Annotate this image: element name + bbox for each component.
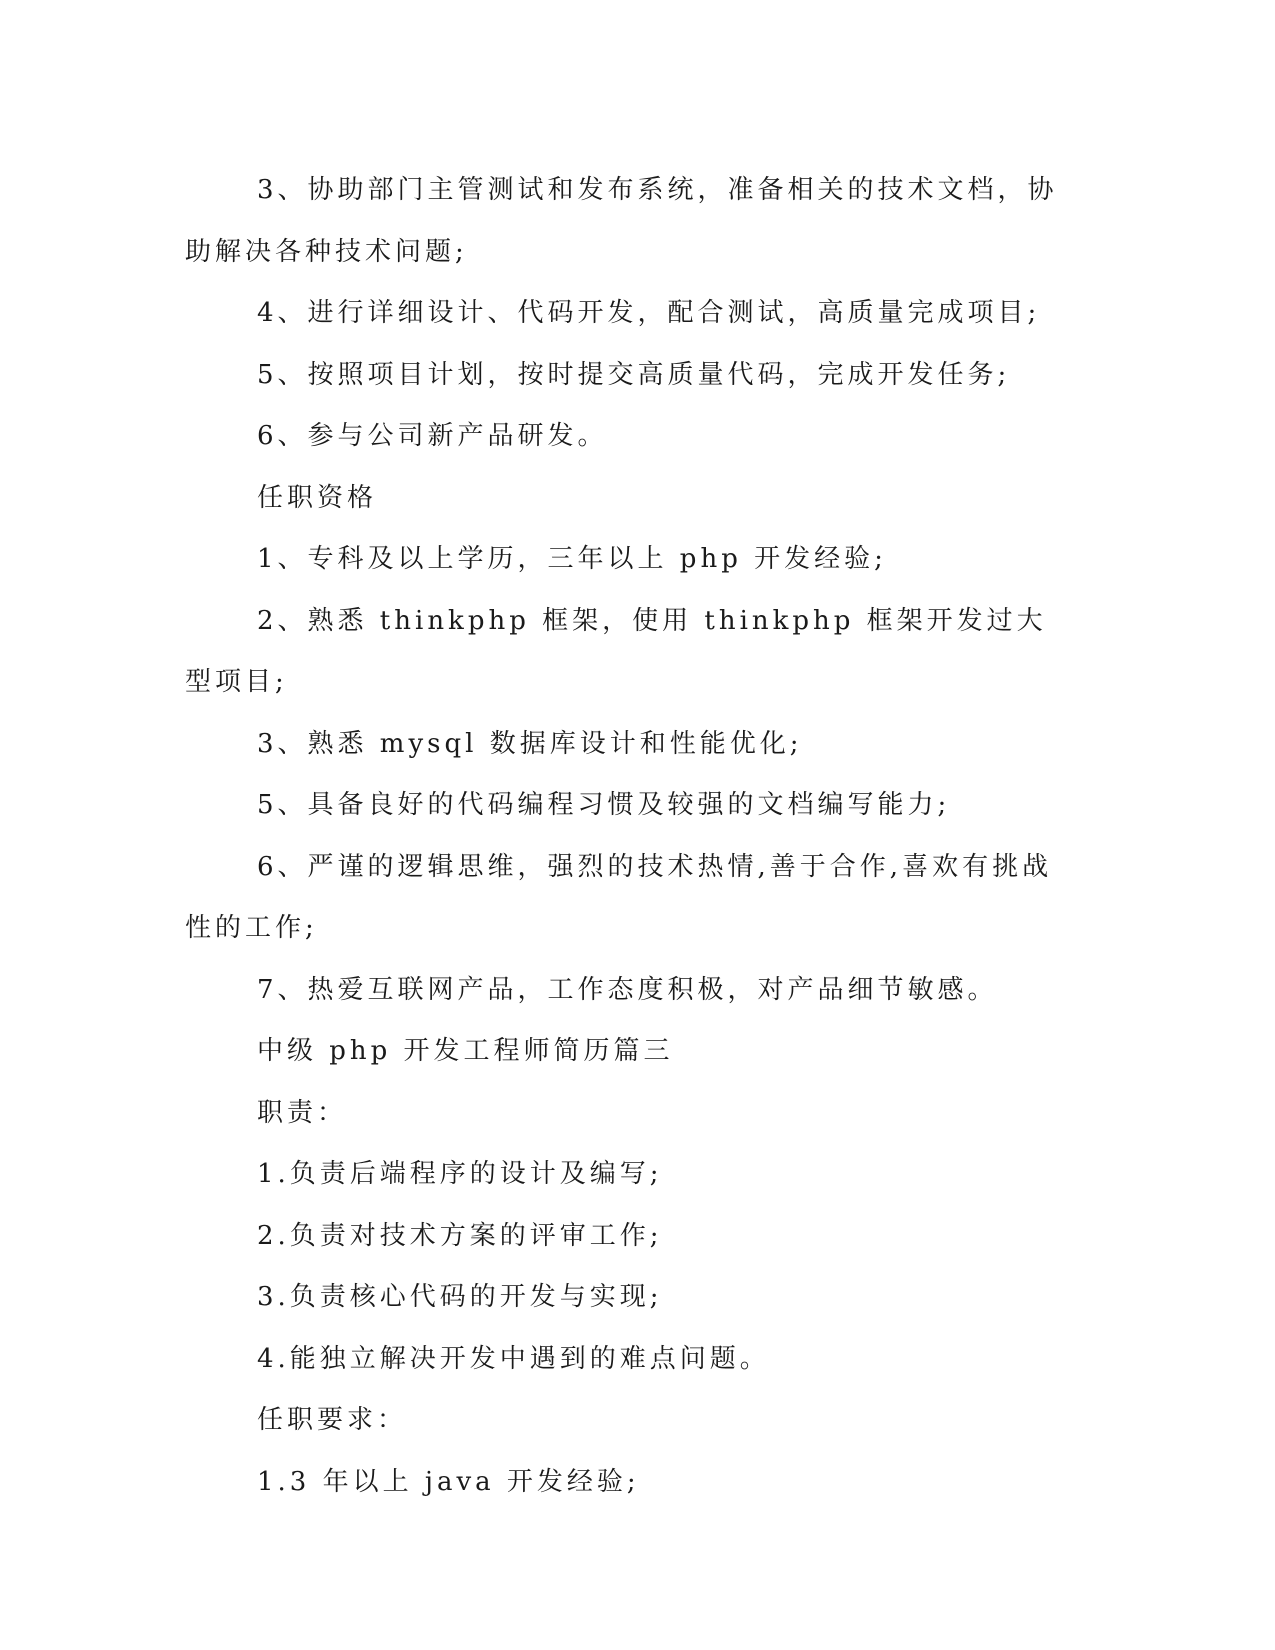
- paragraph-qualification-1: 1、专科及以上学历，三年以上 php 开发经验;: [257, 544, 887, 574]
- section-heading-resume-3: 中级 php 开发工程师简历篇三: [257, 1036, 674, 1066]
- paragraph-duty-5: 5、按照项目计划，按时提交高质量代码，完成开发任务;: [257, 359, 1011, 390]
- paragraph-duty-4: 4、进行详细设计、代码开发，配合测试，高质量完成项目;: [257, 298, 1041, 328]
- paragraph-duty-item-4: 4.能独立解决开发中遇到的难点问题。: [257, 1343, 770, 1374]
- paragraph-duty-item-2: 2.负责对技术方案的评审工作;: [257, 1220, 663, 1251]
- paragraph-duty-item-3: 3.负责核心代码的开发与实现;: [257, 1282, 663, 1312]
- document-body: [185, 160, 1070, 1513]
- paragraph-qualification-3: 3、熟悉 mysql 数据库设计和性能优化;: [257, 728, 803, 759]
- paragraph-qualification-6: 6、严谨的逻辑思维，强烈的技术热情,善于合作,喜欢有挑战性的工作;: [185, 851, 1053, 943]
- section-heading-duties: 职责：: [257, 1097, 348, 1128]
- paragraph-duty-6: 6、参与公司新产品研发。: [257, 421, 608, 451]
- paragraph-qualification-2: 2、熟悉 thinkphp 框架，使用 thinkphp 框架开发过大型项目;: [185, 605, 1047, 697]
- paragraph-qualification-7: 7、热爱互联网产品，工作态度积极，对产品细节敏感。: [257, 974, 998, 1005]
- section-heading-qualifications: 任职资格: [257, 482, 378, 513]
- paragraph-qualification-5: 5、具备良好的代码编程习惯及较强的文档编写能力;: [257, 790, 951, 820]
- section-heading-requirements: 任职要求：: [257, 1405, 408, 1435]
- paragraph-duty-item-1: 1.负责后端程序的设计及编写;: [257, 1159, 663, 1189]
- paragraph-duty-3: 3、协助部门主管测试和发布系统，准备相关的技术文档，协助解决各种技术问题;: [185, 175, 1058, 267]
- paragraph-requirement-1: 1.3 年以上 java 开发经验;: [257, 1466, 640, 1497]
